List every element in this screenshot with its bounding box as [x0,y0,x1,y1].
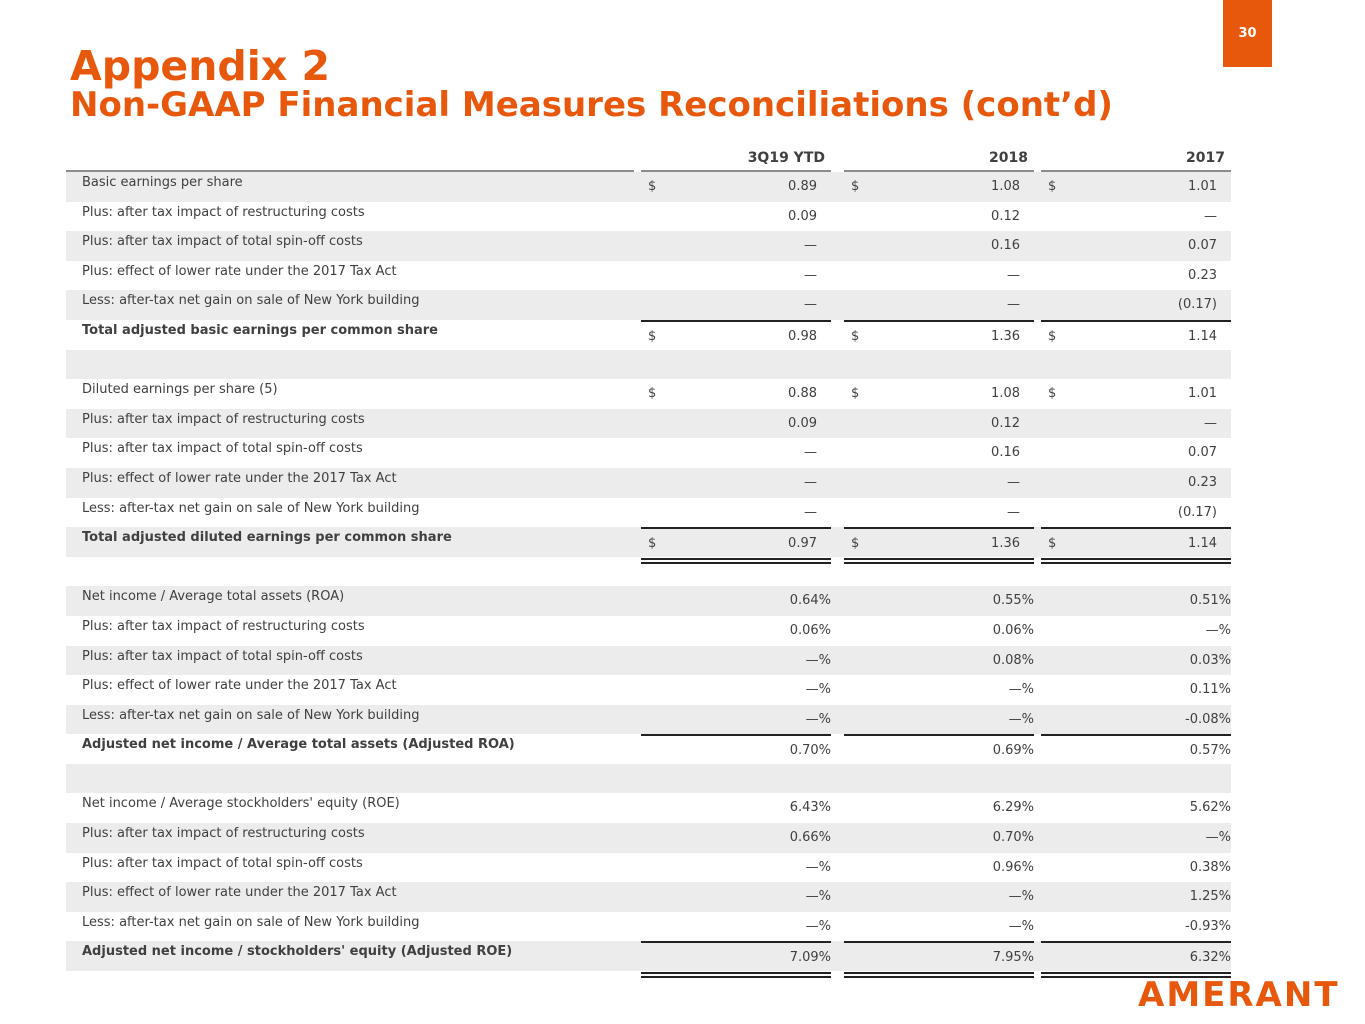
value-cell [1041,853,1231,883]
cell-value: —% [805,682,831,698]
row-label: Plus: effect of lower rate under the 2017 Tax Act [82,678,397,694]
cell-value: 1.14 [1188,536,1217,552]
table-row [66,172,1231,202]
cell-value: 5.62% [1189,800,1231,816]
table-row [66,675,1231,705]
cell-value: —% [805,711,831,727]
cell-value: 0.07 [1188,238,1217,254]
cell-value: —% [1205,622,1231,638]
cell-value: 0.12 [991,415,1020,431]
spacer-row [66,764,1231,794]
cell-value: — [1204,415,1217,431]
value-cell [1041,764,1231,794]
cell-value: —% [1008,711,1034,727]
cell-value: — [804,504,817,520]
value-cell [1041,705,1231,735]
value-cell [1041,290,1231,320]
currency-symbol: $ [851,328,860,344]
reconciliation-table [66,172,1231,971]
cell-value: 0.66% [789,830,831,846]
row-label: Plus: after tax impact of total spin-off costs [82,234,363,250]
row-label: Plus: after tax impact of restructuring costs [82,411,365,427]
value-cell [844,290,1034,320]
currency-symbol: $ [1048,328,1057,344]
table-row [66,290,1231,320]
value-cell [641,823,831,853]
currency-symbol: $ [1048,179,1057,194]
value-cell [1041,498,1231,528]
total-row [66,734,1231,764]
value-cell [1041,882,1231,912]
row-label: Adjusted net income / Average total assets (Adjusted ROA) [82,737,515,753]
value-cell [1041,350,1231,380]
row-label: Less: after-tax net gain on sale of New York building [82,914,420,930]
cell-value: 0.98 [788,328,817,344]
cell-value: (0.17) [1177,504,1217,520]
cell-value: — [1007,504,1020,520]
cell-value: 0.09 [788,415,817,431]
value-cell [641,675,831,705]
value-cell [1041,202,1231,232]
value-cell [1041,438,1231,468]
value-cell [844,646,1034,676]
value-cell [641,290,831,320]
value-cell [1041,675,1231,705]
value-cell [641,646,831,676]
cell-value: 0.11% [1189,682,1231,698]
cell-value: 0.23 [1188,474,1217,490]
row-label: Plus: after tax impact of total spin-off costs [82,855,363,871]
cell-value: 1.01 [1188,386,1217,402]
table-row [66,853,1231,883]
cell-value: 0.97 [788,536,817,552]
value-cell [844,202,1034,232]
cell-value: —% [1008,889,1034,905]
value-cell [844,912,1034,942]
value-cell [1041,527,1231,559]
value-cell [844,320,1034,352]
value-cell [641,172,831,202]
cell-value: 0.09 [788,208,817,224]
cell-value: 0.55% [992,593,1034,609]
cell-value: 1.25% [1189,889,1231,905]
row-label: Plus: effect of lower rate under the 2017 Tax Act [82,263,397,279]
value-cell [641,438,831,468]
page-title: Appendix 2 [70,42,331,90]
value-cell [641,853,831,883]
total-row [66,320,1231,350]
table-row [66,823,1231,853]
value-cell [844,172,1034,202]
table-row [66,409,1231,439]
table-row [66,793,1231,823]
value-cell [844,527,1034,559]
row-label: Plus: after tax impact of total spin-off costs [82,648,363,664]
cell-value: 0.06% [789,622,831,638]
value-cell [641,705,831,735]
column-header-3q19-ytd: 3Q19 YTD [747,150,825,166]
value-cell [1041,261,1231,291]
cell-value: 1.36 [991,328,1020,344]
value-cell [844,941,1034,973]
row-label: Less: after-tax net gain on sale of New York building [82,707,420,723]
currency-symbol: $ [851,386,860,402]
cell-value: 0.16 [991,238,1020,254]
cell-value: —% [805,918,831,934]
value-cell [844,823,1034,853]
value-cell [844,379,1034,409]
cell-value: 6.29% [992,800,1034,816]
value-cell [641,379,831,409]
cell-value: -0.93% [1185,918,1231,934]
cell-value: 1.01 [1188,179,1217,194]
cell-value: — [804,474,817,490]
cell-value: 0.70% [992,830,1034,846]
value-cell [844,409,1034,439]
table-row [66,202,1231,232]
cell-value: 0.96% [992,859,1034,875]
currency-symbol: $ [851,536,860,552]
row-label: Plus: effect of lower rate under the 2017 Tax Act [82,885,397,901]
value-cell [1041,320,1231,352]
value-cell [844,261,1034,291]
value-cell [1041,379,1231,409]
page-number: 30 [1223,0,1272,67]
value-cell [844,705,1034,735]
value-cell [844,675,1034,705]
cell-value: 0.07 [1188,445,1217,461]
cell-value: 1.08 [991,179,1020,194]
value-cell [844,616,1034,646]
value-cell [1041,793,1231,823]
value-cell [844,882,1034,912]
cell-value: —% [1205,830,1231,846]
cell-value: -0.08% [1185,711,1231,727]
row-label: Total adjusted diluted earnings per common share [82,530,452,546]
row-label: Plus: after tax impact of restructuring costs [82,826,365,842]
row-label: Plus: after tax impact of restructuring costs [82,618,365,634]
column-header-2018: 2018 [989,150,1028,166]
cell-value: 6.43% [789,800,831,816]
currency-symbol: $ [851,179,860,194]
cell-value: 0.16 [991,445,1020,461]
currency-symbol: $ [648,536,657,552]
table-row [66,586,1231,616]
cell-value: 1.36 [991,536,1020,552]
row-label: Total adjusted basic earnings per common share [82,322,438,338]
value-cell [1041,823,1231,853]
cell-value: (0.17) [1177,297,1217,313]
currency-symbol: $ [648,386,657,402]
value-cell [641,616,831,646]
cell-value: — [1007,297,1020,313]
row-label: Adjusted net income / stockholders' equity (Adjusted ROE) [82,944,513,960]
value-cell [844,468,1034,498]
value-cell [844,438,1034,468]
value-cell [641,557,831,587]
cell-value: 0.51% [1189,593,1231,609]
value-cell [1041,172,1231,202]
cell-value: —% [805,889,831,905]
value-cell [1041,409,1231,439]
cell-value: 0.69% [992,743,1034,759]
currency-symbol: $ [1048,386,1057,402]
value-cell [641,912,831,942]
spacer-row [66,350,1231,380]
value-cell [1041,941,1231,973]
cell-value: 0.89 [788,179,817,194]
table-row [66,705,1231,735]
value-cell [641,468,831,498]
value-cell [641,527,831,559]
value-cell [641,261,831,291]
value-cell [1041,912,1231,942]
value-cell [844,734,1034,766]
cell-value: 1.08 [991,386,1020,402]
cell-value: 0.64% [789,593,831,609]
value-cell [844,498,1034,528]
value-cell [1041,616,1231,646]
table-row [66,438,1231,468]
value-cell [641,793,831,823]
cell-value: —% [1008,918,1034,934]
row-label: Basic earnings per share [82,175,243,190]
cell-value: 1.14 [1188,328,1217,344]
total-row [66,527,1231,557]
cell-value: — [804,267,817,283]
value-cell [1041,734,1231,766]
cell-value: —% [805,859,831,875]
value-cell [641,882,831,912]
row-label: Plus: after tax impact of restructuring costs [82,204,365,220]
value-cell [641,320,831,352]
cell-value: — [1007,474,1020,490]
value-cell [1041,586,1231,616]
value-cell [641,764,831,794]
value-cell [641,409,831,439]
cell-value: — [804,238,817,254]
table-row [66,616,1231,646]
row-label: Plus: effect of lower rate under the 2017 Tax Act [82,470,397,486]
value-cell [1041,557,1231,587]
cell-value: 0.06% [992,622,1034,638]
cell-value: — [804,297,817,313]
cell-value: 0.12 [991,208,1020,224]
row-label: Less: after-tax net gain on sale of New York building [82,500,420,516]
cell-value: 0.70% [789,743,831,759]
value-cell [641,586,831,616]
cell-value: 7.95% [992,950,1034,966]
value-cell [844,350,1034,380]
cell-value: 0.23 [1188,267,1217,283]
table-row [66,231,1231,261]
column-header-2017: 2017 [1186,150,1225,166]
cell-value: 0.88 [788,386,817,402]
row-label: Net income / Average stockholders' equity (ROE) [82,796,400,812]
spacer-row [66,557,1231,587]
value-cell [1041,468,1231,498]
value-cell [641,231,831,261]
table-row [66,882,1231,912]
cell-value: — [1007,267,1020,283]
value-cell [844,586,1034,616]
cell-value: 7.09% [789,950,831,966]
table-row [66,261,1231,291]
row-label: Diluted earnings per share (5) [82,382,278,398]
cell-value: —% [805,652,831,668]
value-cell [641,498,831,528]
value-cell [844,793,1034,823]
table-row [66,498,1231,528]
value-cell [641,350,831,380]
value-cell [1041,231,1231,261]
table-row [66,468,1231,498]
cell-value: 0.03% [1189,652,1231,668]
cell-value: 6.32% [1189,950,1231,966]
currency-symbol: $ [648,179,657,194]
value-cell [844,853,1034,883]
cell-value: 0.38% [1189,859,1231,875]
table-row [66,379,1231,409]
cell-value: — [804,445,817,461]
value-cell [641,941,831,973]
currency-symbol: $ [648,328,657,344]
cell-value: —% [1008,682,1034,698]
page-subtitle: Non-GAAP Financial Measures Reconciliations (cont’d) [70,85,1113,125]
value-cell [641,734,831,766]
cell-value: 0.57% [1189,743,1231,759]
table-row [66,646,1231,676]
row-label: Plus: after tax impact of total spin-off costs [82,441,363,457]
table-row [66,912,1231,942]
row-label: Net income / Average total assets (ROA) [82,589,345,605]
total-row [66,941,1231,971]
cell-value: — [1204,208,1217,224]
currency-symbol: $ [1048,536,1057,552]
value-cell [844,231,1034,261]
value-cell [641,202,831,232]
row-label: Less: after-tax net gain on sale of New York building [82,293,420,309]
value-cell [844,557,1034,587]
amerant-logo: AMERANT [1138,975,1340,1015]
value-cell [844,764,1034,794]
value-cell [1041,646,1231,676]
cell-value: 0.08% [992,652,1034,668]
